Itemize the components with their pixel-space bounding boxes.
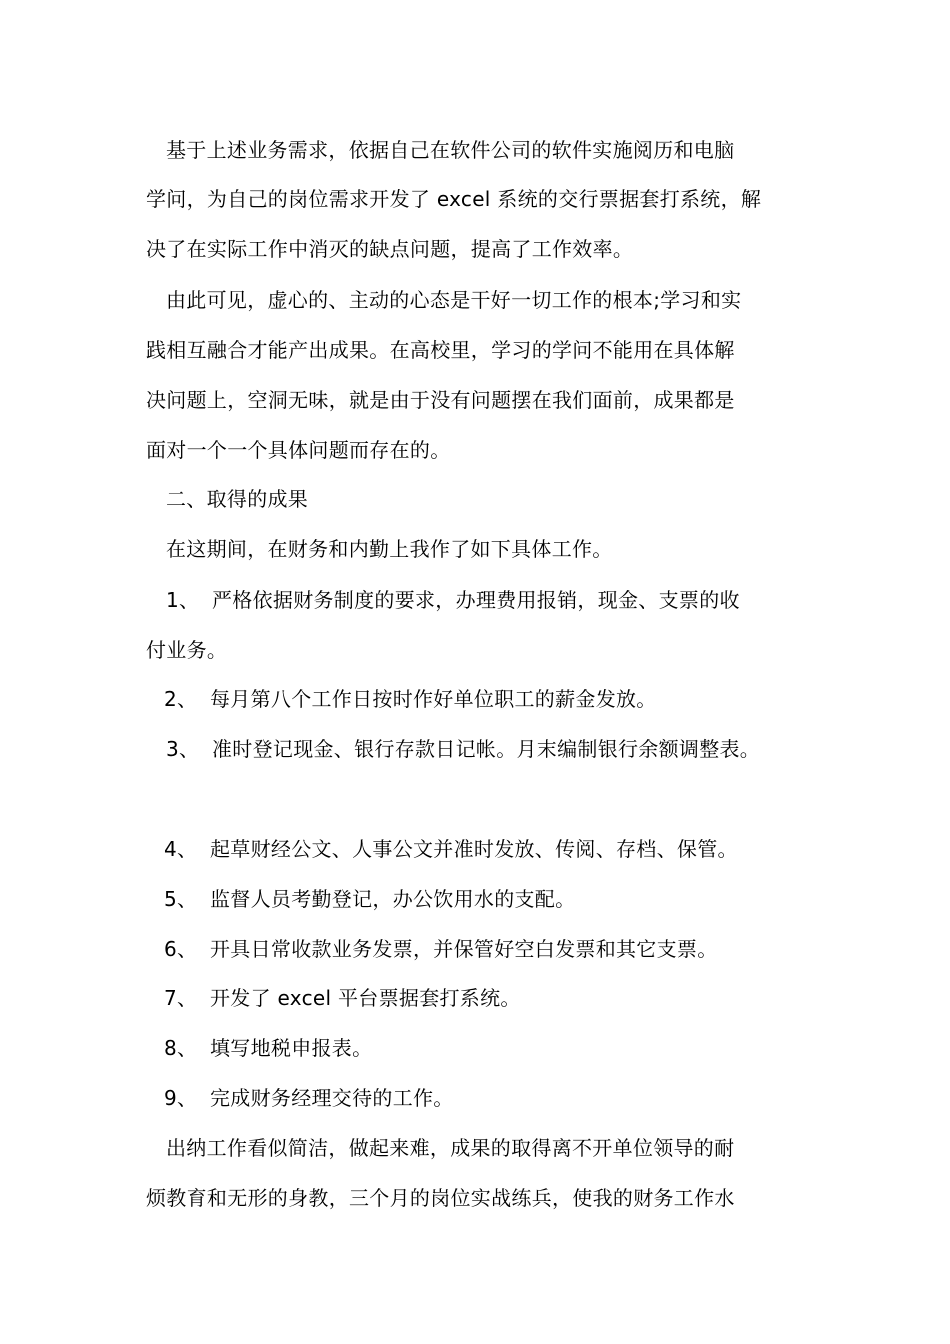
list-number: 8、 (164, 1036, 198, 1060)
list-number: 5、 (164, 887, 198, 911)
list-item (164, 686, 657, 712)
list-item-text: 每月第八个工作日按时作好单位职工的薪金发放。 (210, 687, 657, 711)
list-item-text: 开具日常收款业务发票，并保管好空白发票和其它支票。 (210, 937, 718, 961)
list-item (166, 587, 740, 613)
list-item (164, 985, 521, 1011)
list-number: 9、 (164, 1086, 198, 1110)
list-item-continuation: 付业务。 (146, 638, 228, 662)
section-heading: 二、取得的成果 (166, 487, 309, 511)
list-item-text: 填写地税申报表。 (210, 1036, 373, 1060)
list-number: 2、 (164, 687, 198, 711)
paragraph-line: 由此可见，虚心的、主动的心态是干好一切工作的根本;学习和实 (166, 288, 742, 312)
list-item (164, 886, 575, 912)
list-item-text: 准时登记现金、银行存款日记帐。月末编制银行余额调整表。 (212, 737, 761, 761)
list-item-text: 开发了 excel 平台票据套打系统。 (210, 986, 521, 1010)
paragraph-line: 面对一个一个具体问题而存在的。 (146, 438, 451, 462)
list-item-text: 严格依据财务制度的要求，办理费用报销，现金、支票的收 (212, 588, 740, 612)
paragraph-line: 在这期间，在财务和内勤上我作了如下具体工作。 (166, 537, 613, 561)
list-number: 4、 (164, 837, 198, 861)
list-item (166, 736, 760, 762)
list-item (164, 1035, 372, 1061)
list-item (164, 1085, 454, 1111)
paragraph-line: 践相互融合才能产出成果。在高校里，学习的学问不能用在具体解 (146, 338, 735, 362)
paragraph-line: 烦教育和无形的身教，三个月的岗位实战练兵，使我的财务工作水 (146, 1186, 735, 1210)
list-item-text: 起草财经公文、人事公文并准时发放、传阅、存档、保管。 (210, 837, 738, 861)
list-item-text: 监督人员考勤登记，办公饮用水的支配。 (210, 887, 576, 911)
list-item (164, 836, 738, 862)
list-item-text: 完成财务经理交待的工作。 (210, 1086, 454, 1110)
list-number: 6、 (164, 937, 198, 961)
list-number: 1、 (166, 588, 200, 612)
paragraph-line: 出纳工作看似简洁，做起来难，成果的取得离不开单位领导的耐 (166, 1136, 735, 1160)
paragraph-line: 基于上述业务需求，依据自己在软件公司的软件实施阅历和电脑 (166, 138, 735, 162)
list-number: 3、 (166, 737, 200, 761)
list-item (164, 936, 718, 962)
paragraph-line: 决了在实际工作中消灭的缺点问题，提高了工作效率。 (146, 237, 634, 261)
paragraph-line: 学问，为自己的岗位需求开发了 excel 系统的交行票据套打系统，解 (146, 187, 762, 211)
list-number: 7、 (164, 986, 198, 1010)
paragraph-line: 决问题上，空洞无味，就是由于没有问题摆在我们面前，成果都是 (146, 388, 735, 412)
